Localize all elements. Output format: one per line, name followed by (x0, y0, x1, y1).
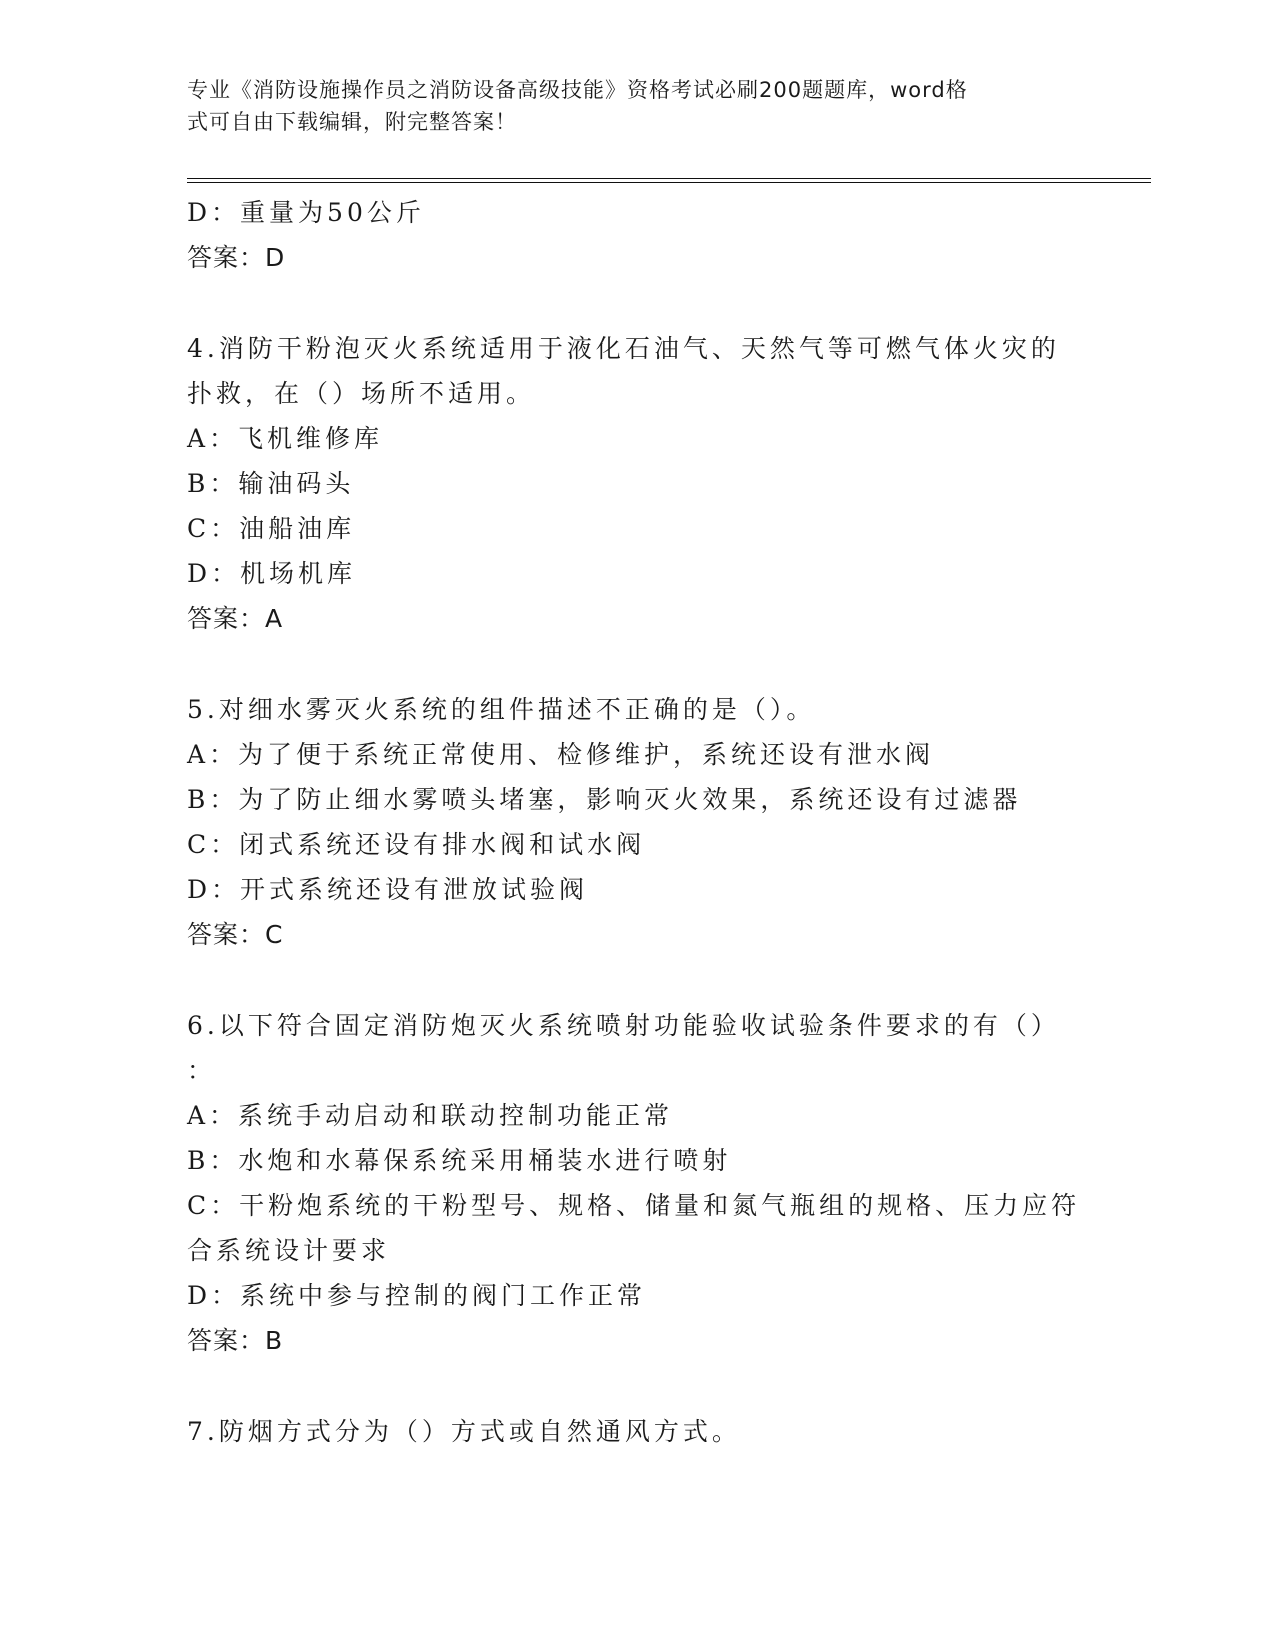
header-line-2: 式可自由下载编辑，附完整答案！ (187, 110, 517, 134)
question-text-cont: 扑救，在（）场所不适用。 (187, 379, 536, 408)
option-c: C：干粉炮系统的干粉型号、规格、储量和氮气瓶组的规格、压力应符 (187, 1191, 1081, 1220)
question-4 (187, 326, 1087, 641)
question-text: 5.对细水雾灭火系统的组件描述不正确的是（）。 (187, 695, 816, 724)
header-divider-top (187, 178, 1151, 179)
answer-line: 答案：D (187, 243, 286, 272)
answer-line: 答案：B (187, 1326, 284, 1355)
question-text: 6.以下符合固定消防炮灭火系统喷射功能验收试验条件要求的有（） (187, 1011, 1060, 1040)
option-c-cont: 合系统设计要求 (187, 1236, 391, 1265)
option-d: D：开式系统还设有泄放试验阀 (187, 875, 589, 904)
option-c: C：油船油库 (187, 514, 356, 543)
answer-line: 答案：C (187, 920, 284, 949)
option-b: B：水炮和水幕保系统采用桶装水进行喷射 (187, 1146, 732, 1175)
question-6 (187, 1003, 1087, 1363)
option-b: B：输油码头 (187, 469, 355, 498)
option-c: C：闭式系统还设有排水阀和试水阀 (187, 830, 646, 859)
option-a: A：系统手动启动和联动控制功能正常 (187, 1101, 674, 1130)
question-5 (187, 687, 1087, 957)
document-header (187, 74, 1067, 138)
question-text: 7.防烟方式分为（）方式或自然通风方式。 (187, 1417, 741, 1446)
question-content (187, 190, 1087, 1454)
option-d: D：机场机库 (187, 559, 357, 588)
option-a: A：为了便于系统正常使用、检修维护，系统还设有泄水阀 (187, 740, 935, 769)
question-text: 4.消防干粉泡灭火系统适用于液化石油气、天然气等可燃气体火灾的 (187, 334, 1060, 363)
header-divider-bottom (187, 182, 1151, 183)
previous-question-tail (187, 190, 1087, 280)
option-d: D：系统中参与控制的阀门工作正常 (187, 1281, 647, 1310)
answer-line: 答案：A (187, 604, 284, 633)
option-a: A：飞机维修库 (187, 424, 384, 453)
question-7 (187, 1409, 1087, 1454)
option-d: D：重量为50公斤 (187, 198, 425, 227)
option-b: B：为了防止细水雾喷头堵塞，影响灭火效果，系统还设有过滤器 (187, 785, 1022, 814)
question-text-cont: ： (187, 1056, 217, 1085)
header-line-1: 专业《消防设施操作员之消防设备高级技能》资格考试必刷200题题库，word格 (187, 78, 968, 102)
